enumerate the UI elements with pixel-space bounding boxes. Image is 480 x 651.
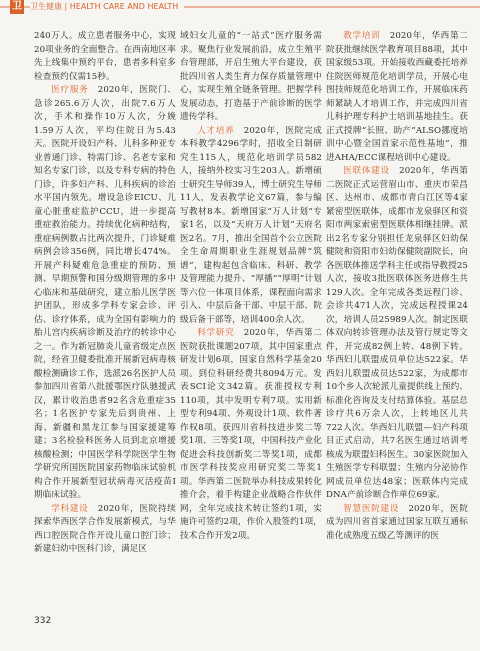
text-column-1: [34, 30, 176, 610]
page-header: [0, 0, 480, 22]
paragraph-heading: 人才培养: [197, 125, 235, 136]
paragraph-heading: 学科建设: [51, 503, 89, 514]
text-column-3: [326, 30, 468, 610]
paragraph: 学科建设 2020年，医院持续探索华西医学合作发展新模式，与华西口腔医院合作开设儿童口腔门诊；新建妇幼中医科门诊，满足区: [34, 503, 176, 554]
page-number: 332: [34, 616, 52, 626]
paragraph: 教学培训 2020年，华西第二院获批继续医学教育项目88项，其中国家级53项。开始接收西藏委托培养住院医师规范化培训学员，开展心电图技师规范化培训工作，开展临床药师紧缺人才培训工作，并完成四川省儿科护理专科护士培训基地挂生。获正式授牌“长照、助产”ALSO挪度培训中心暨全国首家示范性基地”，推进AHA/ECC课程培训中心建设。: [326, 31, 468, 163]
paragraph: 科学研究 2020年，华西第二医院获批课题207项，其中国家重点研发计划6项，国家自然科学基金20项。到位科研经费共8094万元。发表SCI论文342篇。获准授权专利110项，其中发明专利7项。实用新型专利94项、外观设计1项、软件著作权8项。获四川省科技进步奖二等奖1项、三等奖1项，中国科技产业化促进会科技创新奖二等奖1项，成都市医学科技奖应用研究奖二等奖1项。华西第二医院举办科技成果转化推介会，着手构建企业战略合作伙伴网，全年完成技术转让签约1项，实施许可签约2项，作价入股签约1项，技术合作开发2项。: [180, 328, 322, 541]
paragraph-heading: 教学培训: [343, 31, 381, 41]
paragraph: 人才培养 2020年，医院完成本科教学4296学时，招收全日制研究生115人，规范化培训学员582人，接纳外校实习生203人。新增硕士研究生导师39人，博士研究生导师11人，发表教学论文67篇，参与编写教材8本。新增国家“万人计划”专家1名，以及“天府万人计划”天府名医2名。7月，推出全国首个公立医院全生命周期职业生涯规划品牌“筑谱”，建构起包含临床、科研、教学及管理能力提升、“厚播”“厚明”计划等六位一体项目体系，课程面向需求引入、中层后备干部、中层干部、院级后备干部等，培训400余人次。: [180, 125, 322, 325]
text-column-2: [180, 30, 322, 610]
paragraph-heading: 医疗服务: [51, 85, 89, 95]
paragraph-heading: 医联体建设: [343, 166, 390, 176]
paragraph-heading: 科学研究: [197, 328, 235, 338]
paragraph: 医疗服务 2020年，医院门、急诊265.6万人次，出院7.6万人次，手术和操作10万人次，分娩1.59万人次，平均住院日为5.43天。医院开设妇产科、儿科多种亚专业普通门诊、特需门诊、名老专家和知名专家门诊，以及专科专病的特色门诊，许多妇产科、儿科疾病的诊治水平国内领先。增设急诊EICU、儿童心脏重症监护CCU，进一步提高重症救治能力。持续优化病种结构，重症病例数占比两次提升，门诊疑难病例会诊356例，同比增长474%。开展产科疑难危急重症的预防、预测、早期预警和国分级期管理的多中心临床和基础研究，建立胎儿医学医护团队，形成多学科专家会诊、评估、诊疗体系，成为全国有影响力的胎儿宫内疾病诊断及治疗的转诊中心之一。作为新冠肺炎儿童省级定点医院，经省卫健委批准开展新冠病毒核酸检测确诊工作，选派26名医护人员参加四川省第八批援鄂医疗队驰援武汉，累计收治患者92名含危重症35名；1名医护专家先后到贵州、上海、新疆和黑龙江参与国家援建筹建；3名检验科医务人员到北京增援核酸检测；中国医学科学院医学生物学研究所国医院国家药物临床试验机构合作开展新型冠状病毒灭活疫苗I期临床试验。: [34, 85, 176, 500]
section-logo: 卫: [12, 1, 22, 12]
paragraph: 域妇女儿童的“一站式”医疗服务需求。聚焦行业发展前沿，成立生殖平台管理部，开启生殖大平台建设，获批四川省人类生育力保存质量管理中心，实现生殖全链条管理。把握学科发展动态，打造基于产前诊断的医学遗传学科。: [180, 31, 322, 122]
paragraph: 医联体建设 2020年，华西第二医院正式运营眉山市、重庆市荣昌区、达州市、成都市青白江区等4家紧密型医联体，成都市龙泉驿区和资阳市两家索密型医联体相继挂牌。派出2名专家分别担任龙泉驿区妇幼保健院和资阳市妇幼保健院副院长，向各医联体推送学科主任或指导教授25人次，接收3批医联体医务进修生共129人次。全年完成各类远程门诊、会诊共471人次，完成远程授课24次，培训人员25989人次。制定医联体双向转诊管理办法及管行规定等文件，开完成82例上转、48例下转。华西妇儿联盟成员单位达522家。华西妇儿联盟成员达522家，为成都市10个乡人次轮派儿童提供线上预约、标准化咨询及支付结算体验。基层总诊疗共6万余人次，上转地区儿共722人次。华西妇儿联盟—妇产科项目正式启动，共7名医生通过培训考核成为联盟妇科医生。30家医院加入生殖医学专科联盟；生殖内分泌协作网成员单位达48家；医联体内完成DNA产前诊断合作单位69家。: [326, 166, 468, 500]
paragraph: 240万人。成立患者服务中心，实现20项业务的全面整合。在西南地区率先上线集中预约平台，患者多科室多检查预约仅需15秒。: [34, 31, 176, 82]
paragraph: 智慧医院建设 2020年，医院成为四川省首家通过国家互联互通标准化成熟度五级乙等测评的医: [326, 503, 468, 541]
section-title: 卫生健康 | HEALTH CARE AND HEALTH: [30, 1, 184, 13]
paragraph-heading: 智慧医院建设: [343, 503, 400, 514]
